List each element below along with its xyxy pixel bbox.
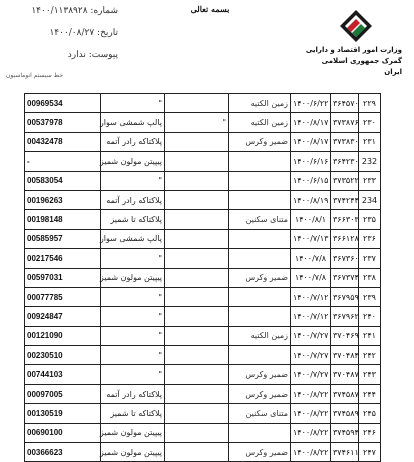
table-row [25, 326, 381, 345]
item-cell: پلاکتاکه رادر آتمه [101, 384, 165, 403]
date-cell: ۱۴۰۰/۷/۱۲ [291, 287, 331, 306]
item-cell: پلاکتاکه تا شمیز [101, 210, 165, 229]
row-number-cell: ۲۴۲ [359, 346, 381, 365]
row-id-cell: 00690100 [25, 423, 101, 442]
customs-logo-icon [338, 8, 374, 44]
category-cell [229, 346, 291, 365]
date-cell: ۱۴۰۰/۶/۱۶ [291, 152, 331, 171]
item-cell: پالپ شمشی سوار [101, 113, 165, 132]
date-cell: ۱۴۰۰/۷/۱۳ [291, 229, 331, 248]
basmala: بسمه تعالی [190, 4, 230, 14]
table-row [25, 268, 381, 287]
date-cell: ۱۴۰۰/۸/۲۲ [291, 384, 331, 403]
row-number-cell: ۲۳۱ [359, 132, 381, 151]
letter-attachment: پیوست: ندارد [67, 50, 118, 60]
table-row [25, 404, 381, 423]
date-cell: ۱۴۰۰/۸/۲۲ [291, 423, 331, 442]
category-cell: ضمیر وکرس [229, 268, 291, 287]
category-cell: متنای سکنین [229, 210, 291, 229]
extra-cell [165, 171, 229, 190]
item-cell: پیپیتن مولون شمیز [101, 268, 165, 287]
code-cell: ۳۷۳۸۳۰ [331, 132, 359, 151]
date-cell: ۱۴۰۰/۸/۲۲ [291, 404, 331, 423]
extra-cell [165, 307, 229, 326]
row-number-cell: ۲۲۹ [359, 94, 381, 113]
table-row [25, 113, 381, 132]
row-id-cell: 00744103 [25, 365, 101, 384]
date-cell: ۱۴۰۰/۸/۲۲ [291, 443, 331, 462]
date-cell: ۱۴۰۰/۷/۲۷ [291, 365, 331, 384]
extra-cell [165, 132, 229, 151]
item-cell: پلاکتاکه رادر آتمه [101, 132, 165, 151]
item-cell: پیپیتن مولون شمیز [101, 443, 165, 462]
date-cell: ۱۴۰۰/۷/۲۷ [291, 346, 331, 365]
code-cell: ۳۷۴۵۸۹ [331, 404, 359, 423]
extra-cell [165, 152, 229, 171]
extra-cell [165, 384, 229, 403]
row-number-cell: ۲۳۹ [359, 287, 381, 306]
item-cell: " [101, 287, 165, 306]
table-row [25, 94, 381, 113]
category-cell [229, 190, 291, 209]
row-id-cell: 00196263 [25, 190, 101, 209]
row-number-cell: ۲۴۱ [359, 326, 381, 345]
letter-subtitle: خط سیستم اتوماسیون [6, 72, 64, 79]
category-cell [229, 287, 291, 306]
table-row [25, 152, 381, 171]
item-cell: " [101, 307, 165, 326]
table-row [25, 346, 381, 365]
row-id-cell: 00230510 [25, 346, 101, 365]
ministry-heading [302, 45, 402, 78]
ministry-name: وزارت امور اقتصاد و دارایی [305, 46, 402, 54]
item-cell: پیپیتن مولون شمیز [101, 152, 165, 171]
table-row [25, 287, 381, 306]
extra-cell [165, 249, 229, 268]
row-number-cell: 234 [359, 190, 381, 209]
code-cell: ۳۷۳۸۷۶ [331, 113, 359, 132]
category-cell: متنای سکنین [229, 404, 291, 423]
category-cell: ضمیر وکرس [229, 365, 291, 384]
code-cell: ۳۷۰۴۸۷ [331, 365, 359, 384]
item-cell: پلاکتاکه رادر آتمه [101, 190, 165, 209]
date-cell: ۱۴۰۰/۶/۲۲ [291, 94, 331, 113]
row-id-cell: 00537978 [25, 113, 101, 132]
item-cell: پالپ شمشی سوار [101, 229, 165, 248]
item-cell: " [101, 346, 165, 365]
customs-name: گمرک جمهوری اسلامی ایران [321, 57, 402, 76]
row-number-cell: ۲۴۴ [359, 384, 381, 403]
code-cell: ۳۶۴۲۳۰ [331, 152, 359, 171]
extra-cell: " [165, 113, 229, 132]
code-cell: ۳۶۷۳۷۴ [331, 268, 359, 287]
extra-cell [165, 326, 229, 345]
code-cell: ۳۶۶۳۰۳ [331, 210, 359, 229]
code-cell: ۳۶۷۹۵۹ [331, 287, 359, 306]
category-cell: زمین الکتیه [229, 113, 291, 132]
table-row [25, 384, 381, 403]
row-number-cell: ۲۴۷ [359, 443, 381, 462]
item-cell: " [101, 249, 165, 268]
row-number-cell: ۲۳۷ [359, 249, 381, 268]
row-number-cell: ۲۴۶ [359, 423, 381, 442]
row-number-cell: ۲۳۶ [359, 229, 381, 248]
code-cell: ۳۷۴۶۱۱ [331, 443, 359, 462]
table-row [25, 249, 381, 268]
extra-cell [165, 287, 229, 306]
date-cell: ۱۴۰۰/۶/۱۵ [291, 171, 331, 190]
date-cell: ۱۴۰۰/۷/۱۲ [291, 307, 331, 326]
code-cell: ۳۷۴۵۸۷ [331, 384, 359, 403]
category-cell: ضمیر وکرس [229, 384, 291, 403]
category-cell: ضمیر وکرس [229, 443, 291, 462]
date-cell: ۱۴۰۰/۸/۱۹ [291, 190, 331, 209]
category-cell [229, 229, 291, 248]
category-cell: ضمیر وکرس [229, 132, 291, 151]
row-number-cell: ۲۳۵ [359, 210, 381, 229]
code-cell: ۳۶۴۵۷۰ [331, 94, 359, 113]
row-number-cell: ۲۳۸ [359, 268, 381, 287]
table-row [25, 229, 381, 248]
item-cell: " [101, 171, 165, 190]
category-cell [229, 423, 291, 442]
table-row [25, 210, 381, 229]
extra-cell [165, 443, 229, 462]
item-cell: " [101, 326, 165, 345]
code-cell: ۳۷۳۵۲۲ [331, 171, 359, 190]
row-number-cell: ۲۳۳ [359, 171, 381, 190]
table-row [25, 171, 381, 190]
table-row [25, 132, 381, 151]
extra-cell [165, 365, 229, 384]
row-id-cell: 00130519 [25, 404, 101, 423]
table-row [25, 307, 381, 326]
date-cell: ۱۴۰۰/۸/۱ [291, 210, 331, 229]
extra-cell [165, 229, 229, 248]
row-id-cell: 00585957 [25, 229, 101, 248]
category-cell [229, 152, 291, 171]
category-cell: زمین الکتیه [229, 326, 291, 345]
row-number-cell: ۲۴۰ [359, 307, 381, 326]
date-cell: ۱۴۰۰/۷/۸ [291, 268, 331, 287]
row-number-cell: 232 [359, 152, 381, 171]
category-cell: زمین الکتیه [229, 94, 291, 113]
row-id-cell: 00432478 [25, 132, 101, 151]
table-row [25, 365, 381, 384]
table-row [25, 443, 381, 462]
code-cell: ۳۷۰۴۶۹ [331, 326, 359, 345]
row-id-cell: 00583054 [25, 171, 101, 190]
date-cell: ۱۴۰۰/۷/۸ [291, 249, 331, 268]
row-number-cell: ۲۴۳ [359, 365, 381, 384]
row-id-cell: 00366623 [25, 443, 101, 462]
records-table [24, 93, 381, 462]
extra-cell [165, 404, 229, 423]
category-cell [229, 171, 291, 190]
category-cell [229, 307, 291, 326]
row-id-cell: 00969534 [25, 94, 101, 113]
category-cell [229, 249, 291, 268]
extra-cell [165, 268, 229, 287]
row-id-cell: 00121090 [25, 326, 101, 345]
row-id-cell: 00077785 [25, 287, 101, 306]
letter-number: شماره: ۱۴۰۰/۱۱۳۸۹۲۸ [31, 6, 118, 16]
item-cell: پیپیتن مولون شمیز [101, 423, 165, 442]
extra-cell [165, 94, 229, 113]
row-id-cell: 00217546 [25, 249, 101, 268]
item-cell: " [101, 94, 165, 113]
code-cell: ۳۶۷۹۶۲ [331, 307, 359, 326]
item-cell: پلاکتاکه تا شمیز [101, 404, 165, 423]
row-id-cell: 00198148 [25, 210, 101, 229]
date-cell: ۱۴۰۰/۸/۱۷ [291, 132, 331, 151]
row-number-cell: ۲۳۰ [359, 113, 381, 132]
extra-cell [165, 423, 229, 442]
code-cell: ۳۷۴۲۴۴ [331, 190, 359, 209]
letter-date: تاریخ: ۱۴۰۰/۰۸/۲۷ [49, 28, 118, 38]
extra-cell [165, 190, 229, 209]
table-row [25, 190, 381, 209]
code-cell: ۳۷۰۴۸۴ [331, 346, 359, 365]
row-number-cell: ۲۴۵ [359, 404, 381, 423]
date-cell: ۱۴۰۰/۸/۱۷ [291, 113, 331, 132]
row-id-cell: 00924847 [25, 307, 101, 326]
code-cell: ۳۷۴۵۹۴ [331, 423, 359, 442]
row-id-cell: 00597031 [25, 268, 101, 287]
date-cell: ۱۴۰۰/۷/۲۷ [291, 326, 331, 345]
row-id-cell: - [25, 152, 101, 171]
code-cell: ۳۶۶۱۲۸ [331, 229, 359, 248]
table-row [25, 423, 381, 442]
row-id-cell: 00097005 [25, 384, 101, 403]
extra-cell [165, 346, 229, 365]
item-cell: " [101, 365, 165, 384]
code-cell: ۳۶۷۳۶۰ [331, 249, 359, 268]
extra-cell [165, 210, 229, 229]
